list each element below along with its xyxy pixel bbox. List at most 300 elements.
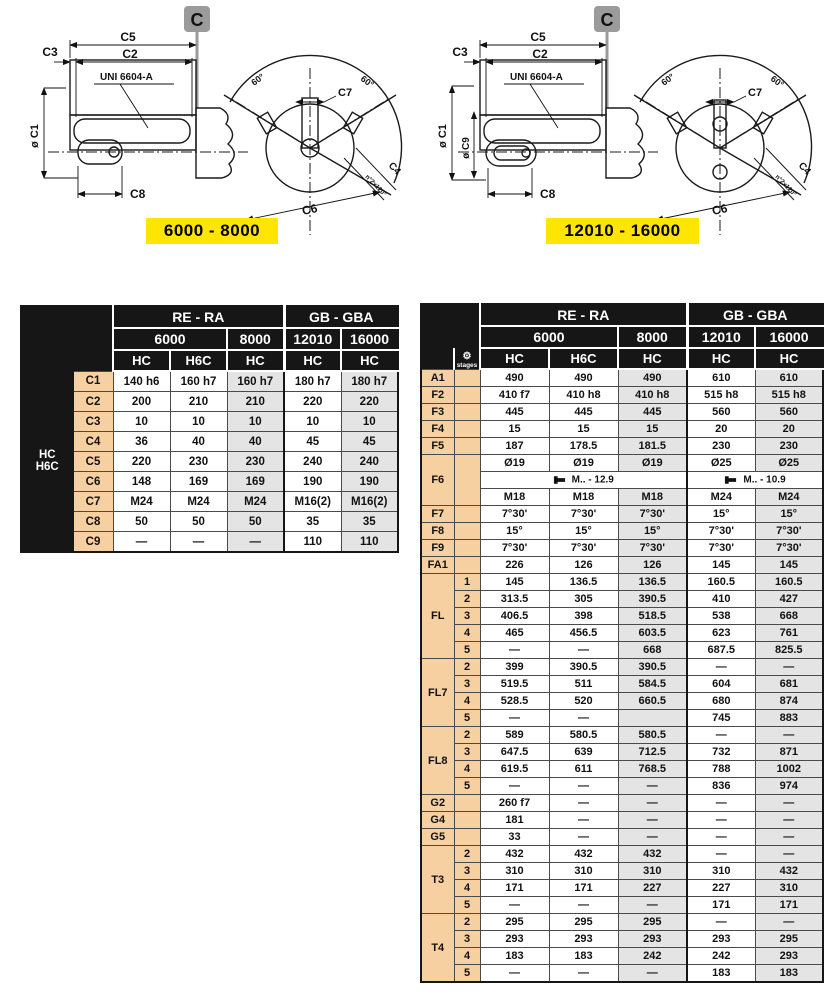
value-cell: 681 — [755, 676, 823, 693]
table-row — [421, 710, 823, 727]
value-cell: 745 — [687, 710, 755, 727]
value-cell: M24 — [755, 489, 823, 506]
stage-cell: 3 — [454, 676, 480, 693]
value-cell: — — [687, 914, 755, 931]
value-cell: 295 — [618, 914, 687, 931]
table-row — [21, 392, 398, 412]
table-row — [421, 846, 823, 863]
value-cell: 260 f7 — [480, 795, 549, 812]
value-cell: — — [618, 778, 687, 795]
value-cell: — — [618, 829, 687, 846]
value-cell: — — [755, 727, 823, 744]
value-cell: 293 — [549, 931, 618, 948]
value-cell: Ø19 — [480, 455, 549, 472]
size-header-12010: 12010 — [284, 328, 341, 350]
table-row — [421, 387, 823, 404]
value-cell: 183 — [480, 948, 549, 965]
value-cell: 871 — [755, 744, 823, 761]
value-cell: 410 f7 — [480, 387, 549, 404]
gear-icon: ⚙ — [462, 350, 472, 362]
caption-wrap-left — [12, 218, 412, 244]
table-row — [421, 965, 823, 983]
value-cell: 126 — [549, 557, 618, 574]
variant-header: H6C — [549, 348, 618, 369]
table-row — [421, 693, 823, 710]
value-cell: Ø25 — [687, 455, 755, 472]
value-cell: — — [687, 812, 755, 829]
value-cell: 390.5 — [549, 659, 618, 676]
angle-label-right: 60° — [358, 73, 376, 90]
stage-cell: 5 — [454, 897, 480, 914]
value-cell: 7°30' — [618, 506, 687, 523]
stage-cell — [454, 812, 480, 829]
table-row — [421, 608, 823, 625]
caption-wrap-right — [420, 218, 825, 244]
row-label: C8 — [73, 512, 113, 532]
stage-cell: 3 — [454, 863, 480, 880]
value-cell: 310 — [687, 863, 755, 880]
row-label: C4 — [73, 432, 113, 452]
bolt-icon — [724, 475, 737, 485]
stage-cell: 3 — [454, 744, 480, 761]
value-cell: 171 — [687, 897, 755, 914]
stage-cell: 4 — [454, 880, 480, 897]
value-cell: 171 — [480, 880, 549, 897]
table-row — [421, 795, 823, 812]
table-row — [421, 625, 823, 642]
value-cell: 519.5 — [480, 676, 549, 693]
value-cell: 126 — [618, 557, 687, 574]
table-row — [421, 761, 823, 778]
value-cell: 15° — [687, 506, 755, 523]
value-cell: 788 — [687, 761, 755, 778]
stage-cell — [454, 404, 480, 421]
value-cell: 825.5 — [755, 642, 823, 659]
value-cell: — — [618, 795, 687, 812]
value-cell: 187 — [480, 438, 549, 455]
row-label: F6 — [421, 455, 454, 506]
value-cell: — — [549, 710, 618, 727]
dimensions-table-accessories — [420, 303, 824, 983]
value-cell: 110 — [284, 532, 341, 553]
value-cell: 305 — [549, 591, 618, 608]
dim-label-c7: C7 — [338, 87, 353, 99]
value-cell: 310 — [480, 863, 549, 880]
value-cell: 230 — [755, 438, 823, 455]
dim-label-c4: C4 — [795, 160, 813, 178]
value-cell: 10 — [341, 412, 398, 432]
variant-header: HC — [755, 348, 823, 369]
value-cell: 169 — [227, 472, 284, 492]
value-cell: 145 — [687, 557, 755, 574]
value-cell: 580.5 — [618, 727, 687, 744]
size-header-12010: 12010 — [687, 326, 755, 348]
row-label: F4 — [421, 421, 454, 438]
group-header-re-ra: RE - RA — [480, 304, 687, 326]
dim-label-c5: C5 — [530, 30, 546, 44]
merged-cell — [687, 472, 823, 489]
value-cell: 15° — [549, 523, 618, 540]
dim-label-c4: C4 — [385, 160, 403, 178]
table-row — [21, 512, 398, 532]
row-label: FL7 — [421, 659, 454, 727]
value-cell: 432 — [549, 846, 618, 863]
bolt-icon — [553, 475, 566, 485]
value-cell: 604 — [687, 676, 755, 693]
stage-cell — [454, 387, 480, 404]
value-cell: 171 — [549, 880, 618, 897]
value-cell: — — [549, 795, 618, 812]
value-cell: 20 — [755, 421, 823, 438]
value-cell: 293 — [480, 931, 549, 948]
value-cell: — — [480, 778, 549, 795]
stage-cell: 2 — [454, 914, 480, 931]
value-cell: 589 — [480, 727, 549, 744]
dim-label-c6: C6 — [710, 201, 729, 218]
value-cell: M16(2) — [341, 492, 398, 512]
screw-class-label: M.. - 12.9 — [571, 474, 614, 486]
value-cell: 183 — [549, 948, 618, 965]
value-cell: 668 — [755, 608, 823, 625]
value-cell: 148 — [113, 472, 170, 492]
stage-cell — [454, 455, 480, 506]
value-cell: 183 — [755, 965, 823, 983]
value-cell: 181.5 — [618, 438, 687, 455]
value-cell: 410 — [687, 591, 755, 608]
dim-label-c3: C3 — [42, 45, 58, 59]
value-cell: 200 — [113, 392, 170, 412]
table-row — [421, 744, 823, 761]
badge-c-label: C — [600, 10, 614, 30]
value-cell: Ø19 — [618, 455, 687, 472]
value-cell: — — [755, 846, 823, 863]
value-cell: 398 — [549, 608, 618, 625]
table-row — [421, 863, 823, 880]
stage-cell: 3 — [454, 608, 480, 625]
variant-header: HC — [341, 350, 398, 371]
value-cell: 445 — [618, 404, 687, 421]
angle-label-right: 60° — [768, 73, 786, 90]
size-header-8000: 8000 — [618, 326, 687, 348]
value-cell: Ø19 — [549, 455, 618, 472]
value-cell: M24 — [113, 492, 170, 512]
value-cell: 445 — [549, 404, 618, 421]
value-cell: — — [170, 532, 227, 553]
dim-label-c9: ø C9 — [461, 137, 472, 159]
row-label: C6 — [73, 472, 113, 492]
table-row — [421, 455, 823, 472]
value-cell: — — [755, 914, 823, 931]
dim-note-c4: n°2x120° — [773, 173, 798, 198]
table-row — [421, 369, 823, 387]
value-cell: 7°30' — [549, 540, 618, 557]
value-cell: M24 — [170, 492, 227, 512]
row-label: G2 — [421, 795, 454, 812]
value-cell: 10 — [284, 412, 341, 432]
header-corner — [421, 304, 480, 326]
value-cell: 190 — [284, 472, 341, 492]
group-header-gb-gba: GB - GBA — [687, 304, 823, 326]
value-cell: 465 — [480, 625, 549, 642]
table-row — [21, 532, 398, 553]
group-header-gb-gba: GB - GBA — [284, 306, 398, 328]
table-row — [421, 557, 823, 574]
value-cell: 240 — [284, 452, 341, 472]
value-cell: M24 — [227, 492, 284, 512]
value-cell: — — [549, 778, 618, 795]
table-row — [21, 412, 398, 432]
table-side-label: HC H6C — [21, 371, 73, 552]
value-cell: 490 — [480, 369, 549, 387]
value-cell: 732 — [687, 744, 755, 761]
table-row — [421, 574, 823, 591]
value-cell: 490 — [618, 369, 687, 387]
row-label: G4 — [421, 812, 454, 829]
value-cell: 610 — [687, 369, 755, 387]
value-cell: 639 — [549, 744, 618, 761]
value-cell: 310 — [618, 863, 687, 880]
value-cell: 432 — [755, 863, 823, 880]
value-cell: 456.5 — [549, 625, 618, 642]
value-cell: 45 — [341, 432, 398, 452]
dim-label-c1: ø C1 — [29, 124, 41, 148]
value-cell: 7°30' — [687, 523, 755, 540]
value-cell: 160 h7 — [170, 371, 227, 392]
value-cell: — — [618, 965, 687, 983]
badge-c-label: C — [190, 10, 204, 30]
table-row — [421, 472, 823, 489]
stage-cell — [454, 829, 480, 846]
value-cell: 220 — [284, 392, 341, 412]
value-cell: M18 — [618, 489, 687, 506]
value-cell: 110 — [341, 532, 398, 553]
value-cell: — — [480, 897, 549, 914]
value-cell: 761 — [755, 625, 823, 642]
value-cell: — — [549, 812, 618, 829]
value-cell: — — [618, 897, 687, 914]
table-row — [421, 914, 823, 931]
value-cell: 7°30' — [549, 506, 618, 523]
value-cell: 230 — [170, 452, 227, 472]
value-cell: 15 — [549, 421, 618, 438]
group-header-re-ra: RE - RA — [113, 306, 284, 328]
value-cell: 210 — [227, 392, 284, 412]
value-cell: 580.5 — [549, 727, 618, 744]
value-cell: 712.5 — [618, 744, 687, 761]
header-corner — [21, 306, 113, 328]
value-cell: 768.5 — [618, 761, 687, 778]
table-row — [421, 727, 823, 744]
variant-header: HC — [113, 350, 170, 371]
dim-label-c3: C3 — [452, 45, 468, 59]
right-table-body — [421, 369, 823, 982]
value-cell: 40 — [170, 432, 227, 452]
value-cell: 220 — [341, 392, 398, 412]
value-cell: 210 — [170, 392, 227, 412]
value-cell: 7°30' — [480, 540, 549, 557]
value-cell: — — [549, 829, 618, 846]
value-cell: 647.5 — [480, 744, 549, 761]
value-cell: 660.5 — [618, 693, 687, 710]
value-cell: 619.5 — [480, 761, 549, 778]
value-cell: 227 — [687, 880, 755, 897]
header-corner — [21, 350, 113, 371]
value-cell: 427 — [755, 591, 823, 608]
value-cell: 227 — [618, 880, 687, 897]
value-cell: 836 — [687, 778, 755, 795]
stage-cell — [454, 557, 480, 574]
value-cell: — — [687, 795, 755, 812]
value-cell: 160.5 — [687, 574, 755, 591]
row-label: T4 — [421, 914, 454, 983]
dim-label-c2: C2 — [122, 47, 138, 61]
size-header-6000: 6000 — [480, 326, 618, 348]
value-cell: 603.5 — [618, 625, 687, 642]
table-row — [421, 659, 823, 676]
value-cell: 313.5 — [480, 591, 549, 608]
row-label: F2 — [421, 387, 454, 404]
size-header-16000: 16000 — [755, 326, 823, 348]
value-cell: 160 h7 — [227, 371, 284, 392]
table-row — [421, 489, 823, 506]
value-cell: 584.5 — [618, 676, 687, 693]
variant-header: HC — [284, 350, 341, 371]
standard-label: UNI 6604-A — [510, 72, 563, 83]
value-cell: 183 — [687, 965, 755, 983]
value-cell: 974 — [755, 778, 823, 795]
value-cell: 410 h8 — [618, 387, 687, 404]
row-label: F9 — [421, 540, 454, 557]
value-cell: 390.5 — [618, 591, 687, 608]
stage-cell — [454, 438, 480, 455]
value-cell: — — [549, 897, 618, 914]
row-label: F5 — [421, 438, 454, 455]
value-cell: 528.5 — [480, 693, 549, 710]
value-cell: 293 — [755, 948, 823, 965]
section-badge — [184, 6, 210, 110]
row-label: F3 — [421, 404, 454, 421]
value-cell: 560 — [755, 404, 823, 421]
table-row — [21, 492, 398, 512]
value-cell: 171 — [755, 897, 823, 914]
value-cell: 50 — [113, 512, 170, 532]
value-cell: 230 — [687, 438, 755, 455]
value-cell: 432 — [480, 846, 549, 863]
header-corner — [421, 326, 480, 348]
table-row — [421, 931, 823, 948]
value-cell: 390.5 — [618, 659, 687, 676]
value-cell: 295 — [755, 931, 823, 948]
value-cell: — — [687, 846, 755, 863]
value-cell: 35 — [284, 512, 341, 532]
stage-cell: 5 — [454, 965, 480, 983]
row-label: C9 — [73, 532, 113, 553]
value-cell: 874 — [755, 693, 823, 710]
dim-note-c4: n°2x120° — [363, 173, 388, 198]
value-cell: 515 h8 — [755, 387, 823, 404]
table-row — [421, 438, 823, 455]
value-cell: 20 — [687, 421, 755, 438]
value-cell: 15 — [618, 421, 687, 438]
left-table-body — [21, 371, 398, 552]
value-cell: 623 — [687, 625, 755, 642]
value-cell: M16(2) — [284, 492, 341, 512]
value-cell: — — [113, 532, 170, 553]
variant-header: H6C — [170, 350, 227, 371]
value-cell: 10 — [170, 412, 227, 432]
value-cell: 242 — [687, 948, 755, 965]
stage-cell: 5 — [454, 710, 480, 727]
stage-cell: 4 — [454, 761, 480, 778]
value-cell: — — [480, 965, 549, 983]
value-cell: 883 — [755, 710, 823, 727]
stage-cell: 2 — [454, 659, 480, 676]
value-cell: — — [687, 659, 755, 676]
value-cell: 242 — [618, 948, 687, 965]
stage-cell: 1 — [454, 574, 480, 591]
variant-header: HC — [227, 350, 284, 371]
row-label: FA1 — [421, 557, 454, 574]
angle-label-left: 60° — [249, 71, 267, 88]
value-cell: 15° — [618, 523, 687, 540]
value-cell: 45 — [284, 432, 341, 452]
value-cell: 538 — [687, 608, 755, 625]
row-label: FL8 — [421, 727, 454, 795]
dim-label-c8: C8 — [130, 187, 146, 201]
value-cell: 178.5 — [549, 438, 618, 455]
drawing-caption-6000-8000: 6000 - 8000 — [146, 218, 278, 244]
value-cell: 310 — [549, 863, 618, 880]
value-cell: M18 — [549, 489, 618, 506]
value-cell: 611 — [549, 761, 618, 778]
row-label: A1 — [421, 369, 454, 387]
value-cell: 610 — [755, 369, 823, 387]
table-row — [421, 880, 823, 897]
value-cell: 7°30' — [755, 523, 823, 540]
value-cell: 295 — [549, 914, 618, 931]
value-cell: 687.5 — [687, 642, 755, 659]
value-cell: 293 — [618, 931, 687, 948]
value-cell: 36 — [113, 432, 170, 452]
value-cell: 140 h6 — [113, 371, 170, 392]
stage-cell: 4 — [454, 693, 480, 710]
value-cell: 220 — [113, 452, 170, 472]
value-cell: 490 — [549, 369, 618, 387]
row-label: F7 — [421, 506, 454, 523]
stages-header — [454, 348, 480, 369]
value-cell: — — [480, 710, 549, 727]
stage-cell: 2 — [454, 727, 480, 744]
value-cell: — — [755, 659, 823, 676]
drawing-caption-12010-16000: 12010 - 16000 — [546, 218, 698, 244]
value-cell: M24 — [687, 489, 755, 506]
value-cell: 226 — [480, 557, 549, 574]
value-cell: 15° — [480, 523, 549, 540]
row-label: C5 — [73, 452, 113, 472]
stage-cell — [454, 369, 480, 387]
value-cell: 511 — [549, 676, 618, 693]
value-cell: — — [227, 532, 284, 553]
stage-cell: 5 — [454, 778, 480, 795]
value-cell: — — [687, 829, 755, 846]
stage-cell — [454, 795, 480, 812]
row-label: C1 — [73, 371, 113, 392]
dim-label-c1: ø C1 — [437, 124, 449, 148]
value-cell: 410 h8 — [549, 387, 618, 404]
value-cell: 35 — [341, 512, 398, 532]
value-cell: — — [755, 795, 823, 812]
value-cell: 432 — [618, 846, 687, 863]
